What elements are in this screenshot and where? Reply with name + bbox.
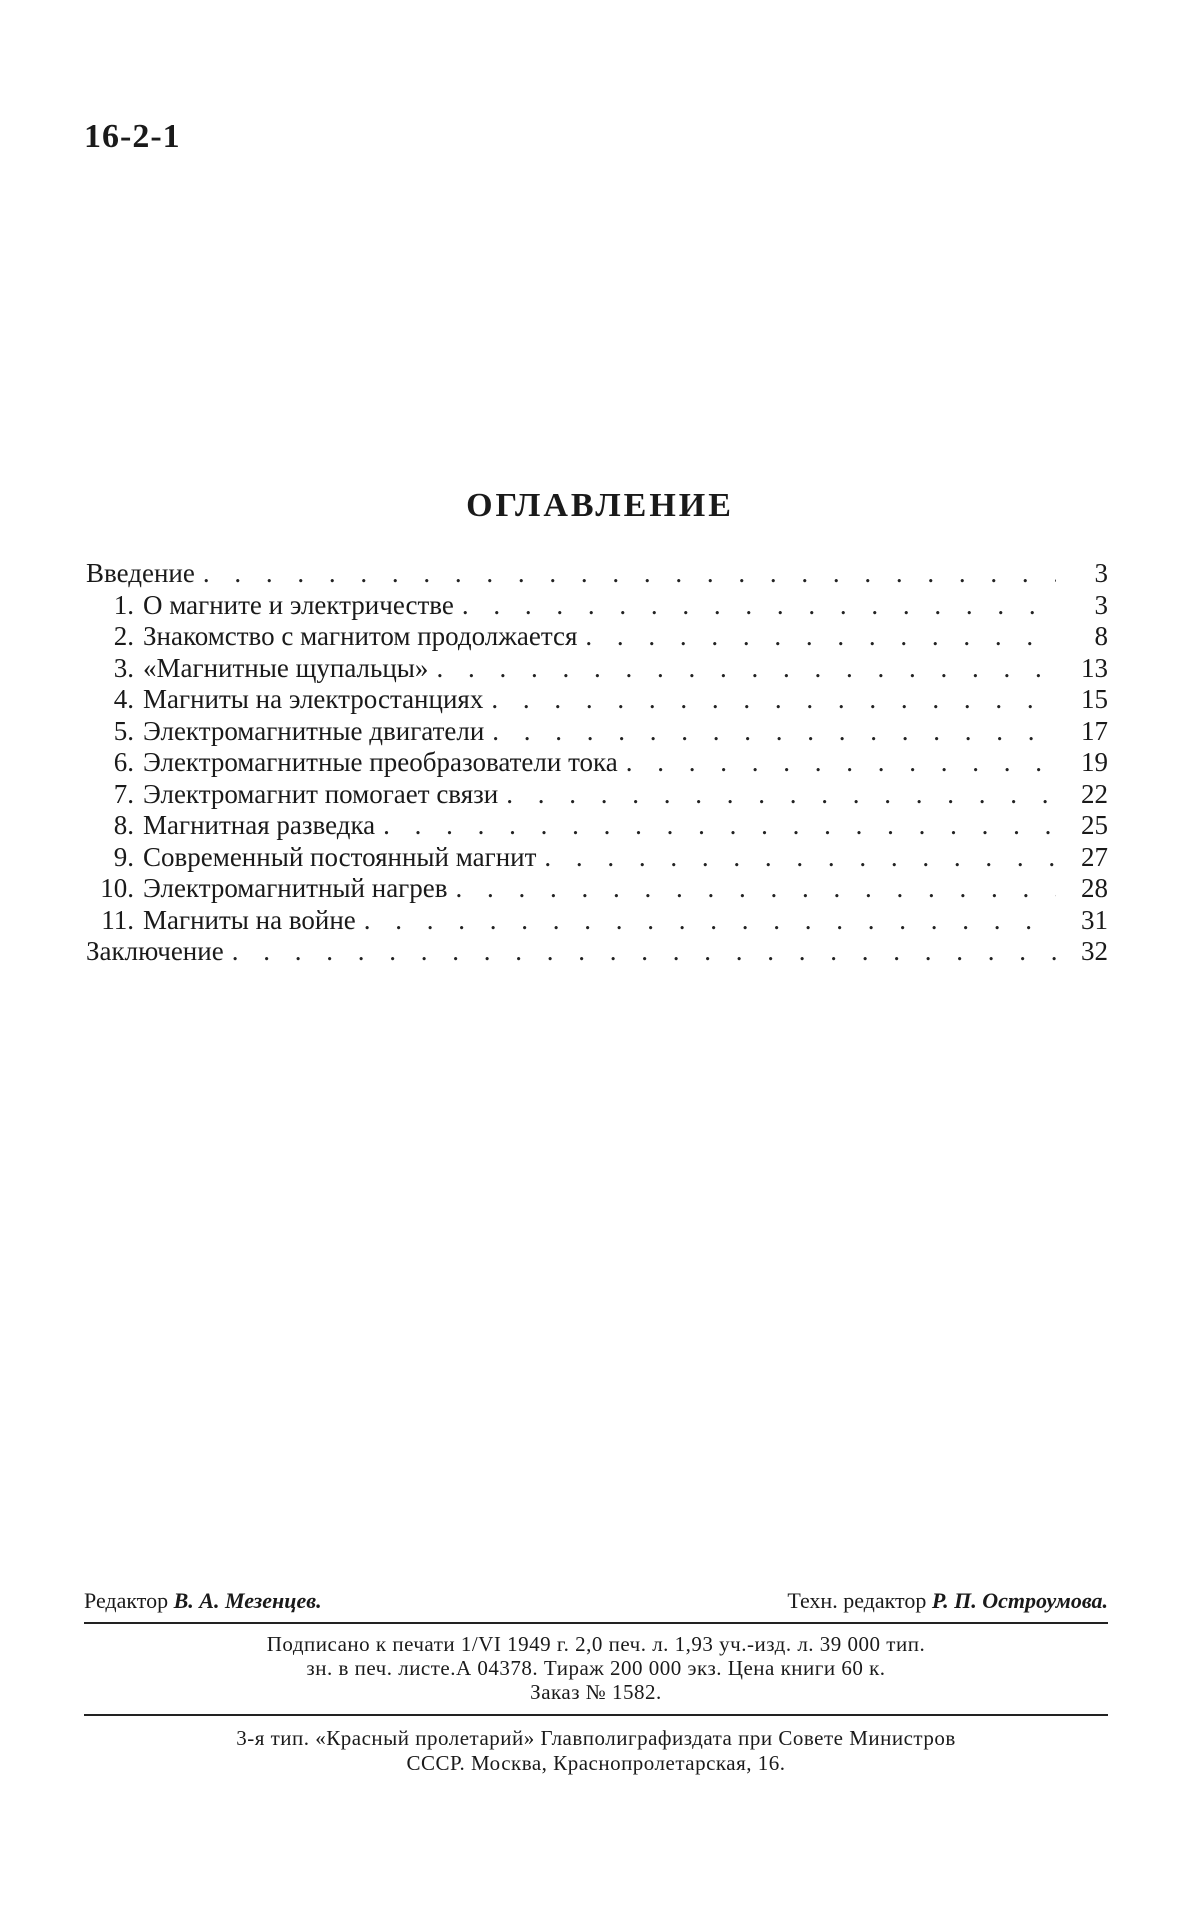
- toc-leader-dots: [626, 747, 1056, 779]
- toc-heading: ОГЛАВЛЕНИЕ: [466, 487, 734, 524]
- editors-line: [84, 1588, 1108, 1624]
- toc-entry: [86, 747, 1108, 779]
- printer-line: 3-я тип. «Красный пролетарий» Главполиграфиздата при Совете Министров: [236, 1726, 956, 1750]
- toc-leader-dots: [544, 842, 1056, 874]
- printer-line: СССР. Москва, Краснопролетарская, 16.: [406, 1751, 786, 1775]
- toc-entry-number: 6.: [113, 747, 134, 777]
- toc-entry-title: Электромагнитные двигатели: [143, 715, 485, 746]
- toc-entry-title: Магниты на электростанциях: [143, 684, 484, 714]
- printer-info: [84, 1716, 1108, 1776]
- toc-entry: [86, 684, 1108, 716]
- toc-entry: [86, 716, 1108, 748]
- table-of-contents: [86, 558, 1108, 968]
- print-line: Заказ № 1582.: [530, 1680, 662, 1704]
- toc-entry-title: Знакомство с магнитом продолжается: [143, 621, 578, 651]
- tech-editor-label: Техн. редактор: [787, 1588, 927, 1613]
- toc-entry-number: 8.: [113, 810, 134, 840]
- toc-entry-page: 19: [1081, 747, 1108, 777]
- toc-entry-title: О магните и электричестве: [143, 589, 454, 620]
- toc-entry-title: «Магнитные щупальцы»: [143, 652, 429, 683]
- print-line: Подписано к печати 1/VI 1949 г. 2,0 печ. л. 1,93 уч.-изд. л. 39 000 тип.: [266, 1632, 926, 1656]
- toc-leader-dots: [383, 810, 1056, 842]
- toc-entry-title: Электромагнитный нагрев: [143, 873, 448, 903]
- toc-entry: [86, 653, 1108, 685]
- toc-entry-title: Введение: [86, 558, 195, 588]
- toc-entry-page: 3: [1094, 589, 1108, 620]
- toc-entry-number: 10.: [100, 873, 134, 903]
- toc-entry: [86, 621, 1108, 653]
- tech-editor: [787, 1588, 1108, 1614]
- toc-entry-number: 9.: [113, 841, 134, 872]
- toc-entry-number: 5.: [113, 715, 134, 746]
- toc-entry: [86, 842, 1108, 874]
- toc-entry: [86, 873, 1108, 905]
- toc-entry-number: 11.: [101, 904, 134, 935]
- toc-entry-number: 2.: [113, 621, 134, 651]
- toc-entry: [86, 779, 1108, 811]
- toc-entry-page: 8: [1094, 621, 1108, 651]
- toc-entry-number: 7.: [113, 778, 134, 809]
- toc-entry-title: Заключение: [86, 936, 224, 966]
- editor-label: Редактор: [84, 1588, 169, 1613]
- toc-leader-dots: [506, 779, 1056, 811]
- toc-entry: [86, 936, 1108, 968]
- toc-leader-dots: [203, 558, 1056, 590]
- toc-entry-title: Современный постоянный магнит: [143, 841, 537, 872]
- imprint-block: [84, 1588, 1108, 1776]
- toc-leader-dots: [492, 716, 1056, 748]
- toc-entry-page: 32: [1081, 936, 1108, 966]
- toc-entry-page: 13: [1081, 652, 1108, 683]
- print-details: [84, 1624, 1108, 1716]
- toc-entry-page: 25: [1081, 810, 1108, 840]
- toc-leader-dots: [436, 653, 1056, 685]
- toc-entry-title: Магниты на войне: [143, 904, 356, 935]
- toc-leader-dots: [232, 936, 1056, 968]
- toc-leader-dots: [364, 905, 1056, 937]
- toc-entry-page: 3: [1094, 558, 1108, 588]
- toc-entry-page: 31: [1081, 904, 1108, 935]
- toc-entry-page: 27: [1081, 841, 1108, 872]
- toc-entry: [86, 590, 1108, 622]
- toc-entry-page: 22: [1081, 778, 1108, 809]
- toc-entry-number: 1.: [113, 589, 134, 620]
- toc-entry-title: Электромагнитные преобразователи тока: [143, 747, 618, 777]
- toc-entry: [86, 905, 1108, 937]
- toc-leader-dots: [456, 873, 1057, 905]
- editor: [84, 1588, 322, 1614]
- toc-entry-title: Магнитная разведка: [143, 810, 376, 840]
- toc-entry-title: Электромагнит помогает связи: [143, 778, 499, 809]
- tech-editor-name: Р. П. Остроумова.: [931, 1588, 1108, 1613]
- toc-leader-dots: [585, 621, 1056, 653]
- toc-leader-dots: [491, 684, 1056, 716]
- editor-name: В. А. Мезенцев.: [173, 1588, 322, 1613]
- toc-entry: [86, 810, 1108, 842]
- toc-entry-page: 15: [1081, 684, 1108, 714]
- toc-entry-page: 28: [1081, 873, 1108, 903]
- toc-entry: [86, 558, 1108, 590]
- toc-entry-number: 4.: [113, 684, 134, 714]
- toc-leader-dots: [462, 590, 1056, 622]
- toc-entry-number: 3.: [113, 652, 134, 683]
- print-line: зн. в печ. листе.А 04378. Тираж 200 000 экз. Цена книги 60 к.: [306, 1656, 886, 1680]
- catalog-code: 16-2-1: [84, 118, 181, 155]
- toc-entry-page: 17: [1081, 715, 1108, 746]
